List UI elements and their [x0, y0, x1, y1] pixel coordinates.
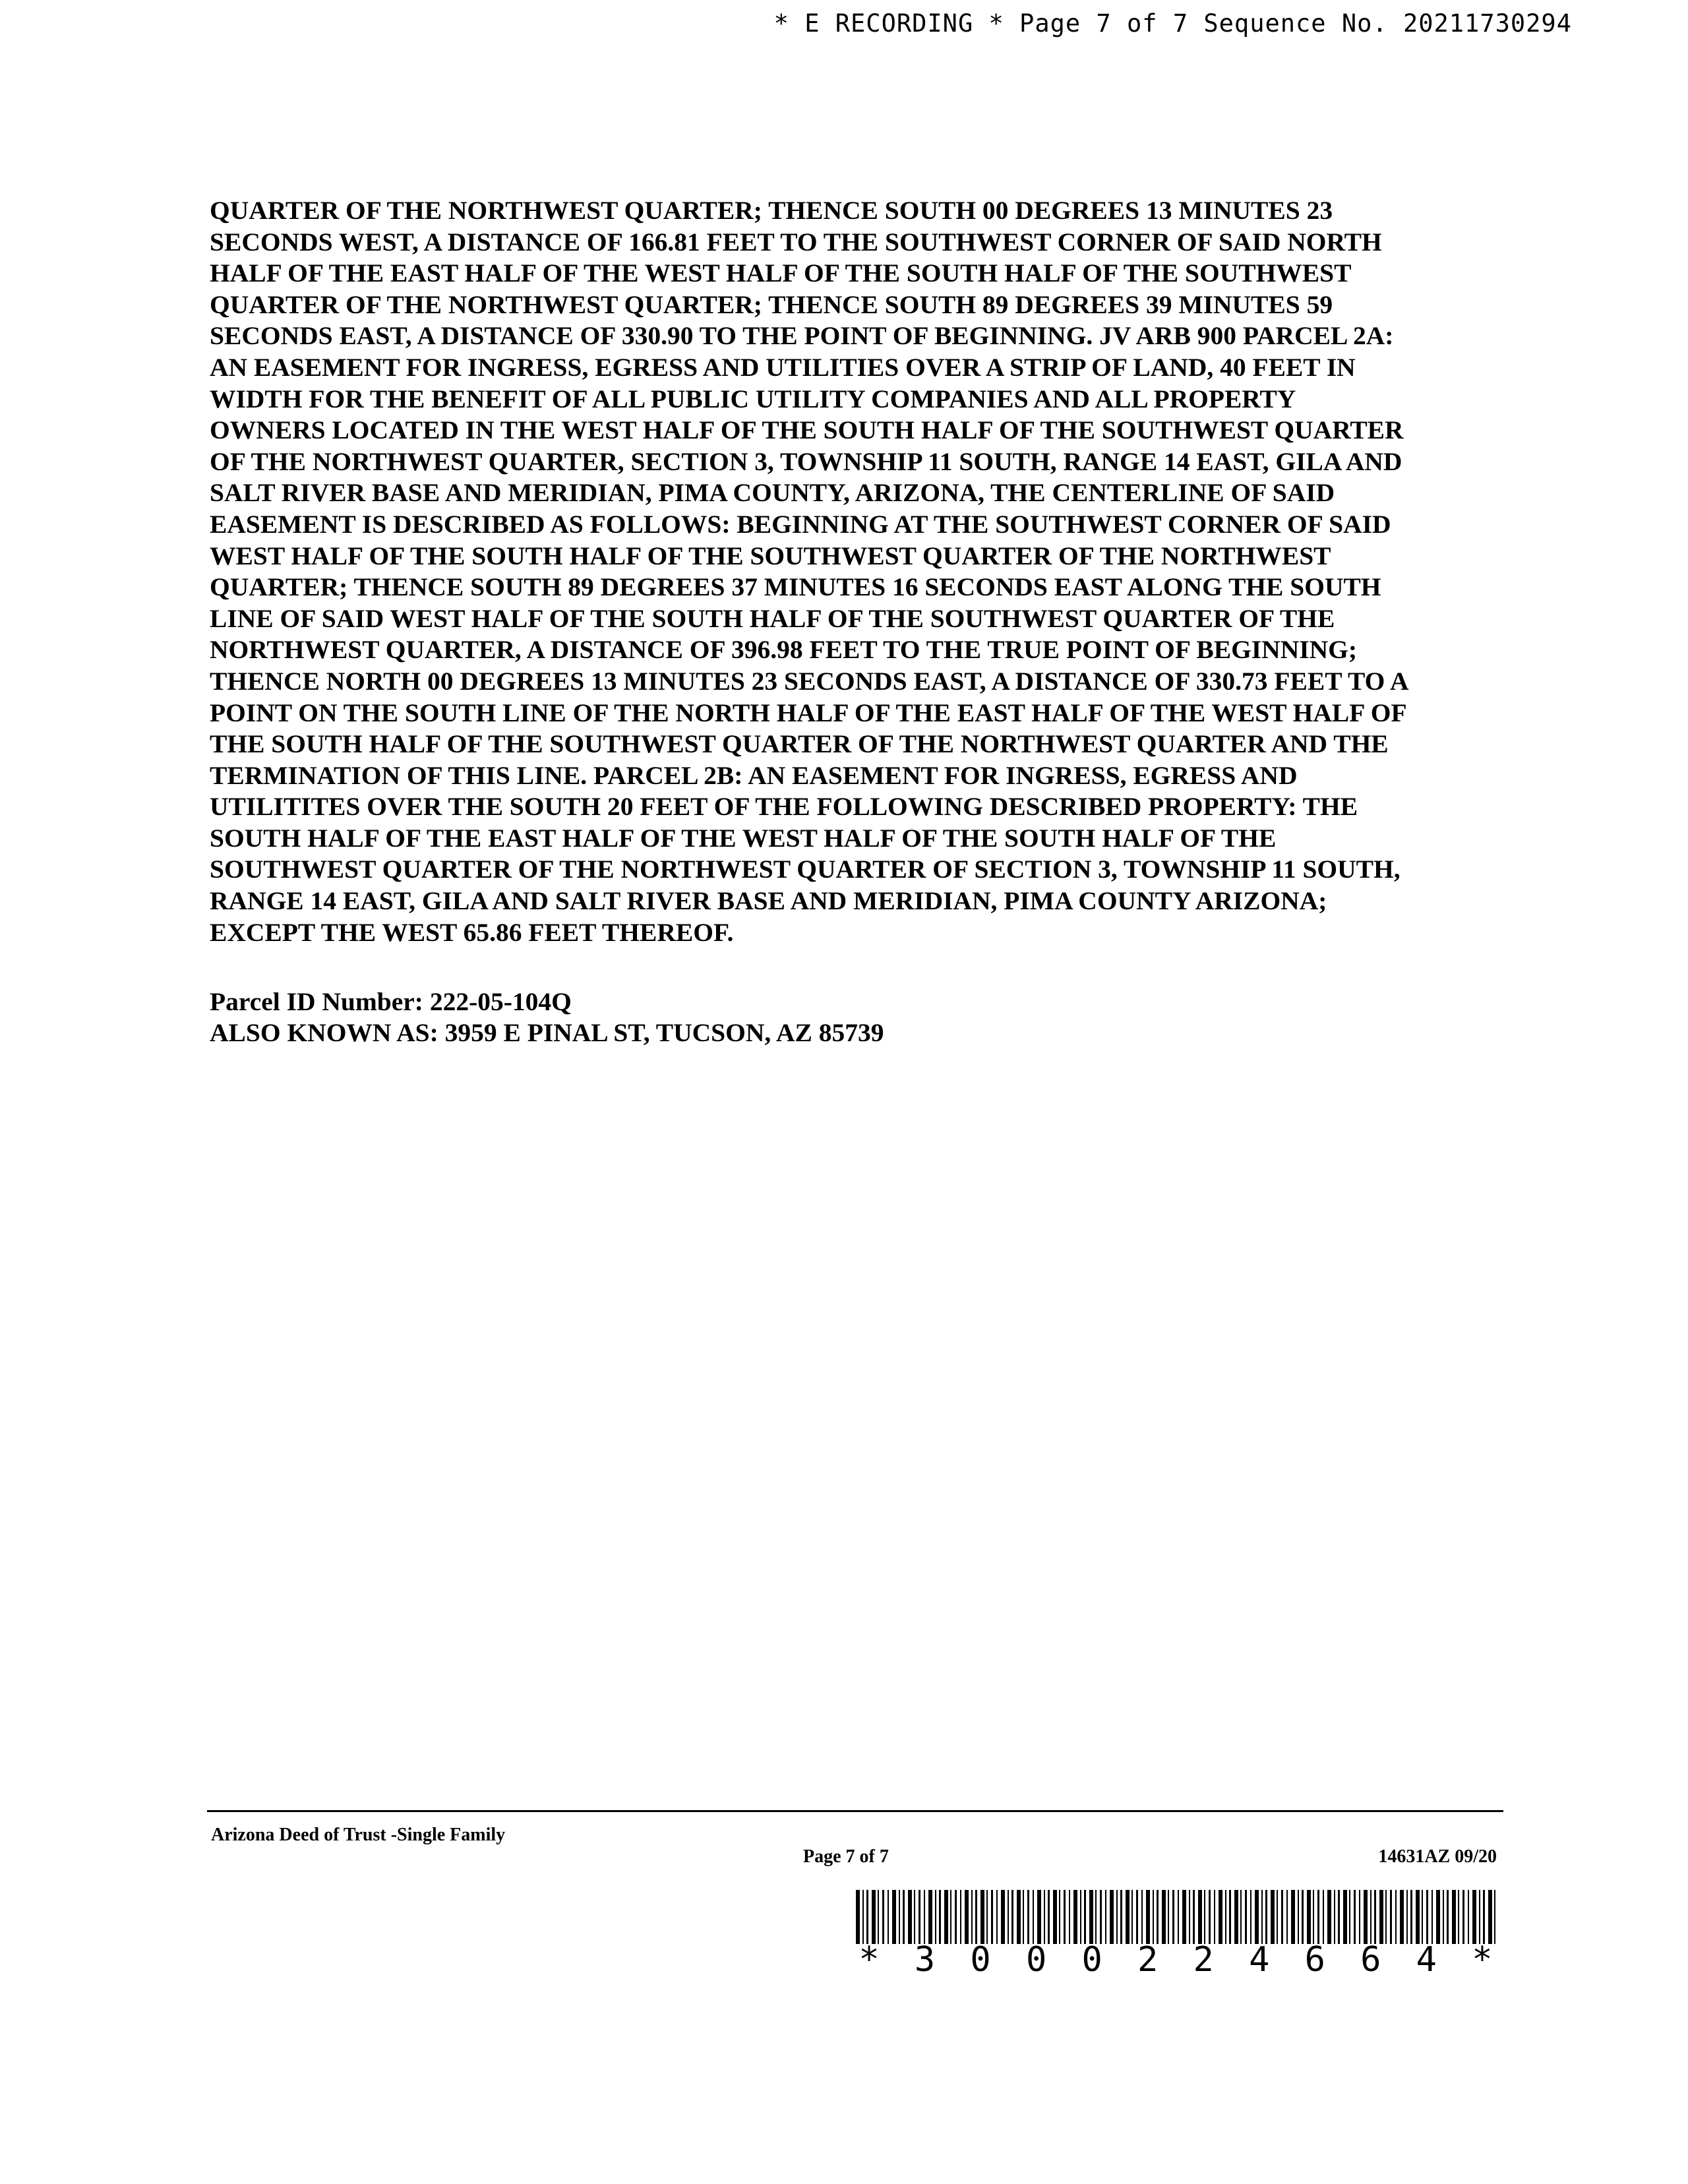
legal-line: HALF OF THE EAST HALF OF THE WEST HALF OF THE SOUTH HALF OF THE SOUTHWEST [210, 258, 1352, 288]
barcode-text [856, 1941, 1495, 1978]
legal-line: SOUTHWEST QUARTER OF THE NORTHWEST QUARTER OF SECTION 3, TOWNSHIP 11 SOUTH, [210, 855, 1401, 884]
legal-line: THENCE NORTH 00 DEGREES 13 MINUTES 23 SECONDS EAST, A DISTANCE OF 330.73 FEET TO A [210, 666, 1409, 696]
barcode-char: 4 [1416, 1940, 1437, 1980]
barcode-char: 3 [914, 1940, 936, 1980]
barcode-char: 4 [1249, 1940, 1270, 1980]
legal-line: EASEMENT IS DESCRIBED AS FOLLOWS: BEGINNING AT THE SOUTHWEST CORNER OF SAID [210, 509, 1391, 539]
recording-header: * E RECORDING * Page 7 of 7 Sequence No. 20211730294 [773, 9, 1572, 38]
legal-description [210, 195, 1502, 948]
legal-line: OF THE NORTHWEST QUARTER, SECTION 3, TOWNSHIP 11 SOUTH, RANGE 14 EAST, GILA AND [210, 446, 1402, 476]
parcel-info [210, 986, 884, 1048]
barcode-char: * [1472, 1940, 1493, 1980]
barcode-char: 0 [1025, 1940, 1047, 1980]
form-code: 14631AZ 09/20 [1378, 1846, 1497, 1867]
barcode-char: 0 [1081, 1940, 1102, 1980]
legal-line: NORTHWEST QUARTER, A DISTANCE OF 396.98 FEET TO THE TRUE POINT OF BEGINNING; [210, 635, 1358, 665]
barcode-bars [856, 1890, 1495, 1944]
legal-line: EXCEPT THE WEST 65.86 FEET THEREOF. [210, 917, 734, 947]
legal-line: UTILITITES OVER THE SOUTH 20 FEET OF THE FOLLOWING DESCRIBED PROPERTY: THE [210, 792, 1358, 822]
barcode-char: * [859, 1940, 880, 1980]
barcode-char: 2 [1137, 1940, 1159, 1980]
legal-line: WIDTH FOR THE BENEFIT OF ALL PUBLIC UTILITY COMPANIES AND ALL PROPERTY [210, 384, 1296, 413]
parcel-id: Parcel ID Number: 222-05-104Q [210, 987, 572, 1016]
legal-line: POINT ON THE SOUTH LINE OF THE NORTH HALF OF THE EAST HALF OF THE WEST HALF OF [210, 698, 1407, 727]
barcode [856, 1890, 1495, 1980]
barcode-char: 0 [970, 1940, 991, 1980]
legal-line: SECONDS EAST, A DISTANCE OF 330.90 TO THE POINT OF BEGINNING. JV ARB 900 PARCEL 2A: [210, 321, 1394, 351]
legal-line: RANGE 14 EAST, GILA AND SALT RIVER BASE AND MERIDIAN, PIMA COUNTY ARIZONA; [210, 886, 1327, 916]
barcode-char: 6 [1304, 1940, 1325, 1980]
page-number: Page 7 of 7 [803, 1846, 889, 1867]
legal-line: LINE OF SAID WEST HALF OF THE SOUTH HALF OF THE SOUTHWEST QUARTER OF THE [210, 603, 1335, 633]
property-address: ALSO KNOWN AS: 3959 E PINAL ST, TUCSON, AZ 85739 [210, 1018, 884, 1047]
legal-line: WEST HALF OF THE SOUTH HALF OF THE SOUTHWEST QUARTER OF THE NORTHWEST [210, 541, 1331, 570]
legal-line: OWNERS LOCATED IN THE WEST HALF OF THE SOUTH HALF OF THE SOUTHWEST QUARTER [210, 415, 1404, 445]
legal-line: TERMINATION OF THIS LINE. PARCEL 2B: AN EASEMENT FOR INGRESS, EGRESS AND [210, 760, 1298, 790]
form-name: Arizona Deed of Trust -Single Family [211, 1825, 506, 1845]
legal-line: QUARTER OF THE NORTHWEST QUARTER; THENCE SOUTH 00 DEGREES 13 MINUTES 23 [210, 196, 1333, 225]
legal-line: SOUTH HALF OF THE EAST HALF OF THE WEST HALF OF THE SOUTH HALF OF THE [210, 823, 1277, 853]
barcode-char: 2 [1193, 1940, 1214, 1980]
legal-line: QUARTER; THENCE SOUTH 89 DEGREES 37 MINUTES 16 SECONDS EAST ALONG THE SOUTH [210, 572, 1381, 602]
legal-line: SECONDS WEST, A DISTANCE OF 166.81 FEET TO THE SOUTHWEST CORNER OF SAID NORTH [210, 227, 1382, 257]
legal-line: THE SOUTH HALF OF THE SOUTHWEST QUARTER OF THE NORTHWEST QUARTER AND THE [210, 729, 1389, 759]
legal-line: QUARTER OF THE NORTHWEST QUARTER; THENCE SOUTH 89 DEGREES 39 MINUTES 59 [210, 289, 1333, 319]
legal-line: SALT RIVER BASE AND MERIDIAN, PIMA COUNTY, ARIZONA, THE CENTERLINE OF SAID [210, 478, 1335, 508]
footer-divider [207, 1810, 1503, 1812]
barcode-char: 6 [1360, 1940, 1381, 1980]
legal-line: AN EASEMENT FOR INGRESS, EGRESS AND UTILITIES OVER A STRIP OF LAND, 40 FEET IN [210, 352, 1356, 382]
